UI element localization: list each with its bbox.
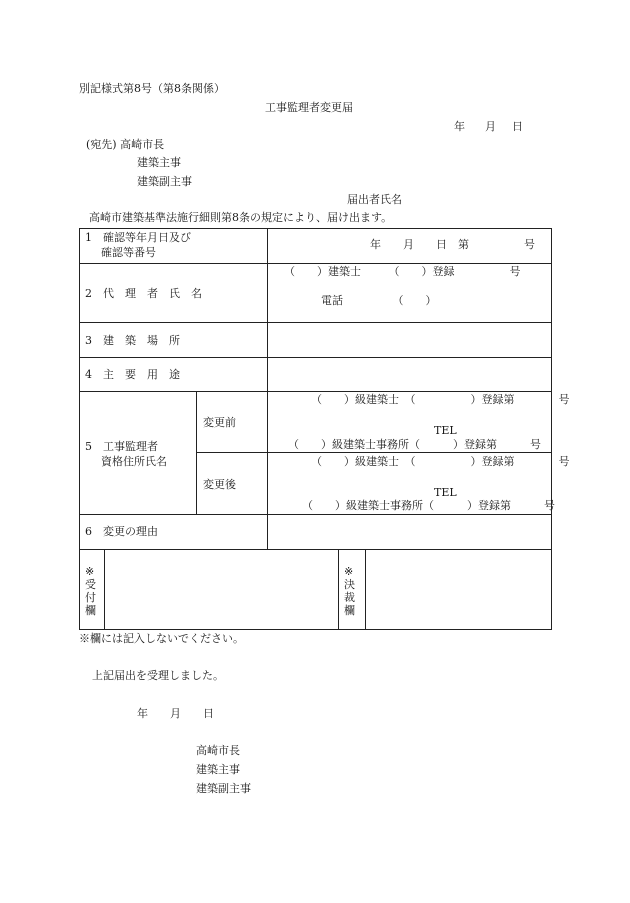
- confirmation-label-line2: 確認等番号: [101, 246, 156, 259]
- agent-phone: 電話 （ ）: [321, 294, 437, 307]
- approval-char-3: 欄: [344, 604, 355, 617]
- supervisor-label-line2: 資格住所氏名: [101, 455, 167, 468]
- form-code: 別記様式第8号（第8条関係）: [79, 82, 225, 95]
- note-text: ※欄には記入しないでください。: [79, 632, 244, 645]
- reception-mark: ※: [85, 565, 95, 578]
- approval-mark: ※: [344, 565, 354, 578]
- receipt-date: 年 月 日: [137, 707, 214, 720]
- after-tel: TEL: [434, 486, 457, 499]
- site-label: 3 建 築 場 所: [85, 334, 180, 347]
- after-line1: （ ）級建築士 （ ）登録第 号: [311, 455, 570, 468]
- document-title: 工事監理者変更届: [265, 101, 353, 114]
- reception-char-2: 付: [85, 591, 96, 604]
- before-line2: （ ）級建築士事務所（ ）登録第 号: [288, 438, 541, 451]
- before-tel: TEL: [434, 424, 457, 437]
- before-line1: （ ）級建築士 （ ）登録第 号: [311, 393, 570, 406]
- use-label: 4 主 要 用 途: [85, 368, 180, 381]
- addressee-vice-chief: 建築副主事: [137, 175, 192, 188]
- after-line2: （ ）級建築士事務所（ ）登録第 号: [302, 499, 555, 512]
- addressee: (宛先) 高崎市長: [86, 138, 165, 151]
- date-year: 年: [454, 120, 465, 133]
- approval-char-1: 決: [344, 578, 355, 591]
- receipt-vice-chief: 建築副主事: [196, 782, 251, 795]
- supervisor-label-line1: 5 工事監理者: [85, 440, 158, 453]
- intro-text: 高崎市建築基準法施行細則第8条の規定により、届け出ます。: [89, 211, 393, 224]
- receipt-statement: 上記届出を受理しました。: [92, 669, 224, 682]
- approval-char-2: 裁: [344, 591, 355, 604]
- addressee-chief: 建築主事: [137, 156, 181, 169]
- receipt-chief: 建築主事: [196, 763, 240, 776]
- confirmation-label-line1: 1 確認等年月日及び: [85, 231, 191, 244]
- agent-line1: （ ）建築士 （ ）登録 号: [284, 265, 521, 278]
- reason-label: 6 変更の理由: [85, 525, 158, 538]
- after-label: 変更後: [203, 478, 236, 491]
- reception-char-3: 欄: [85, 604, 96, 617]
- date-month: 月: [485, 120, 496, 133]
- agent-label: 2 代 理 者 氏 名: [85, 287, 202, 300]
- before-label: 変更前: [203, 416, 236, 429]
- confirmation-value: 年 月 日 第 号: [370, 238, 535, 251]
- applicant-label: 届出者氏名: [347, 193, 402, 206]
- reception-char-1: 受: [85, 578, 96, 591]
- date-day: 日: [512, 120, 523, 133]
- receipt-mayor: 高崎市長: [196, 744, 240, 757]
